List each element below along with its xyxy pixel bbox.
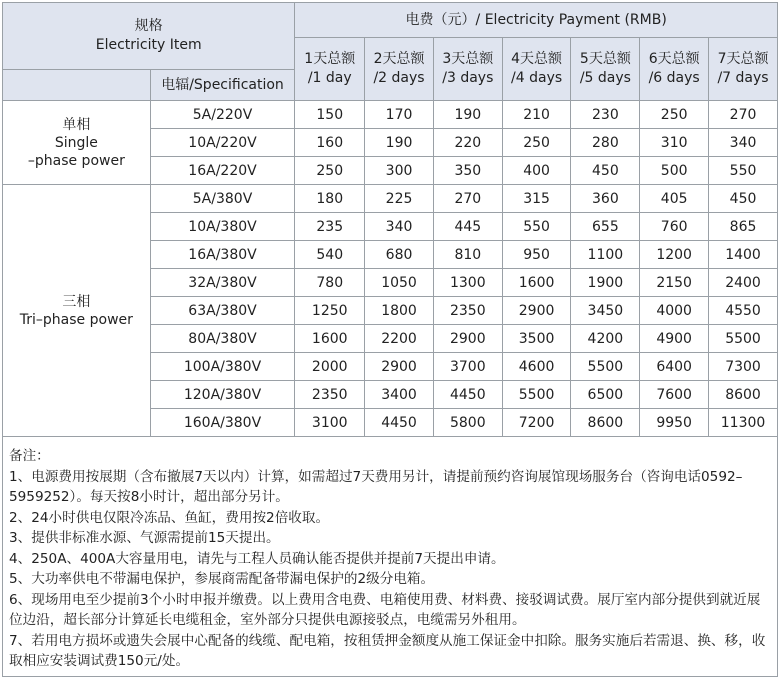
day-header-6 bbox=[640, 38, 709, 101]
day-header-2 bbox=[365, 38, 434, 101]
fee-cell: 190 bbox=[365, 129, 434, 157]
fee-cell: 4550 bbox=[709, 297, 778, 325]
fee-cell: 1100 bbox=[571, 241, 640, 269]
spec-cell: 16A/220V bbox=[150, 157, 295, 185]
fee-cell: 405 bbox=[640, 185, 709, 213]
fee-cell: 6500 bbox=[571, 381, 640, 409]
fee-cell: 5500 bbox=[709, 325, 778, 353]
note-item: 5、大功率供电不带漏电保护，参展商需配备带漏电保护的2级分电箱。 bbox=[9, 571, 435, 587]
electricity-fee-table bbox=[2, 2, 778, 437]
fee-cell: 2400 bbox=[709, 269, 778, 297]
fee-cell: 865 bbox=[709, 213, 778, 241]
fee-cell: 1250 bbox=[295, 297, 365, 325]
note-item: 4、250A、400A大容量用电，请先与工程人员确认能否提供并提前7天提出申请。 bbox=[9, 550, 505, 567]
note-item: 7、若用电方损坏或遗失会展中心配备的线缆、配电箱，按租赁押金额度从施工保证金中扣除。服务实施后若需退、换、移，收取相应安装调试费150元/处。 bbox=[9, 632, 766, 669]
fee-cell: 250 bbox=[295, 157, 365, 185]
item-header-cn: 规格 bbox=[134, 18, 163, 34]
spec-cell: 16A/380V bbox=[150, 241, 295, 269]
fee-cell: 2900 bbox=[365, 353, 434, 381]
phase-label-en1: Tri–phase power bbox=[19, 311, 133, 328]
fee-cell: 3400 bbox=[365, 381, 434, 409]
spec-cell: 10A/220V bbox=[150, 129, 295, 157]
day-header-cn: 6天总额 bbox=[648, 51, 700, 67]
note-item: 1、电源费用按展期（含布撤展7天以内）计算，如需超过7天费用另计，请提前预约咨询展馆现场服务台（咨询电话0592–5959252）。每天按8小时计，超出部分另计。 bbox=[9, 468, 743, 505]
fee-cell: 760 bbox=[640, 213, 709, 241]
fee-cell: 500 bbox=[640, 157, 709, 185]
fee-cell: 210 bbox=[502, 101, 571, 129]
fee-cell: 11300 bbox=[709, 409, 778, 437]
fee-cell: 350 bbox=[433, 157, 502, 185]
notes-box bbox=[2, 437, 778, 677]
phase-group-label bbox=[3, 185, 151, 437]
fee-cell: 4900 bbox=[640, 325, 709, 353]
fee-cell: 360 bbox=[571, 185, 640, 213]
fee-cell: 2200 bbox=[365, 325, 434, 353]
day-header-cn: 3天总额 bbox=[442, 51, 494, 67]
notes-title: 备注： bbox=[9, 448, 50, 464]
spec-header-blank bbox=[3, 70, 151, 101]
table-row bbox=[3, 101, 778, 129]
day-header-cn: 2天总额 bbox=[373, 51, 425, 67]
day-header-cn: 1天总额 bbox=[304, 51, 356, 67]
day-header-en: /5 days bbox=[579, 70, 631, 86]
fee-cell: 950 bbox=[502, 241, 571, 269]
spec-cell: 80A/380V bbox=[150, 325, 295, 353]
fee-cell: 340 bbox=[709, 129, 778, 157]
fee-cell: 7300 bbox=[709, 353, 778, 381]
electricity-item-header bbox=[3, 3, 295, 70]
fee-cell: 1800 bbox=[365, 297, 434, 325]
fee-cell: 270 bbox=[433, 185, 502, 213]
fee-cell: 400 bbox=[502, 157, 571, 185]
fee-cell: 220 bbox=[433, 129, 502, 157]
spec-cell: 100A/380V bbox=[150, 353, 295, 381]
item-header-en: Electricity Item bbox=[95, 37, 202, 53]
fee-cell: 3100 bbox=[295, 409, 365, 437]
day-header-cn: 7天总额 bbox=[717, 51, 769, 67]
fee-cell: 270 bbox=[709, 101, 778, 129]
spec-cell: 5A/380V bbox=[150, 185, 295, 213]
notes-list bbox=[9, 467, 771, 672]
fee-cell: 340 bbox=[365, 213, 434, 241]
fee-cell: 3700 bbox=[433, 353, 502, 381]
fee-cell: 1900 bbox=[571, 269, 640, 297]
day-header-5 bbox=[571, 38, 640, 101]
electricity-fee-sheet bbox=[2, 2, 778, 677]
day-header-en: /4 days bbox=[511, 70, 563, 86]
fee-cell: 1400 bbox=[709, 241, 778, 269]
fee-cell: 2900 bbox=[502, 297, 571, 325]
fee-cell: 655 bbox=[571, 213, 640, 241]
fee-cell: 2350 bbox=[295, 381, 365, 409]
note-item: 2、24小时供电仅限冷冻品、鱼缸，费用按2倍收取。 bbox=[9, 509, 330, 526]
fee-cell: 180 bbox=[295, 185, 365, 213]
fee-cell: 5500 bbox=[502, 381, 571, 409]
fee-cell: 4000 bbox=[640, 297, 709, 325]
day-header-cn: 4天总额 bbox=[511, 51, 563, 67]
fee-cell: 810 bbox=[433, 241, 502, 269]
fee-cell: 2350 bbox=[433, 297, 502, 325]
phase-group-label bbox=[3, 101, 151, 185]
phase-label-en1: Single bbox=[54, 134, 98, 151]
fee-cell: 1600 bbox=[295, 325, 365, 353]
fee-cell: 8600 bbox=[709, 381, 778, 409]
fee-cell: 1200 bbox=[640, 241, 709, 269]
fee-cell: 310 bbox=[640, 129, 709, 157]
note-item: 3、提供非标准水源、气源需提前15天提出。 bbox=[9, 530, 280, 546]
fee-cell: 160 bbox=[295, 129, 365, 157]
fee-cell: 225 bbox=[365, 185, 434, 213]
fee-cell: 1300 bbox=[433, 269, 502, 297]
day-header-en: /7 days bbox=[717, 70, 769, 86]
specification-header: 电辐/Specification bbox=[150, 70, 295, 101]
fee-cell: 550 bbox=[709, 157, 778, 185]
spec-cell: 32A/380V bbox=[150, 269, 295, 297]
fee-cell: 170 bbox=[365, 101, 434, 129]
fee-cell: 230 bbox=[571, 101, 640, 129]
spec-cell: 120A/380V bbox=[150, 381, 295, 409]
day-header-en: /6 days bbox=[648, 70, 700, 86]
fee-cell: 300 bbox=[365, 157, 434, 185]
fee-cell: 190 bbox=[433, 101, 502, 129]
fee-cell: 9950 bbox=[640, 409, 709, 437]
fee-cell: 5500 bbox=[571, 353, 640, 381]
fee-cell: 280 bbox=[571, 129, 640, 157]
day-header-en: /1 day bbox=[307, 70, 352, 86]
fee-cell: 6400 bbox=[640, 353, 709, 381]
day-header-cn: 5天总额 bbox=[579, 51, 631, 67]
fee-cell: 2000 bbox=[295, 353, 365, 381]
fee-cell: 7200 bbox=[502, 409, 571, 437]
spec-cell: 63A/380V bbox=[150, 297, 295, 325]
day-header-3 bbox=[433, 38, 502, 101]
fee-cell: 250 bbox=[640, 101, 709, 129]
phase-label-en2: –phase power bbox=[27, 152, 125, 169]
fee-cell: 450 bbox=[571, 157, 640, 185]
fee-cell: 450 bbox=[709, 185, 778, 213]
fee-cell: 3500 bbox=[502, 325, 571, 353]
fee-cell: 315 bbox=[502, 185, 571, 213]
spec-cell: 5A/220V bbox=[150, 101, 295, 129]
fee-cell: 3450 bbox=[571, 297, 640, 325]
phase-label-cn: 三相 bbox=[62, 293, 91, 310]
note-item: 6、现场用电至少提前3个小时申报并缴费。以上费用含电费、电箱使用费、材料费、接驳调试费。展厅室内部分提供到就近展位边沿，超长部分计算延长电缆租金，室外部分只提供电源接驳点，电缆需另外租用。 bbox=[9, 591, 761, 628]
fee-table-body bbox=[3, 101, 778, 437]
fee-cell: 250 bbox=[502, 129, 571, 157]
day-header-7 bbox=[709, 38, 778, 101]
fee-cell: 4600 bbox=[502, 353, 571, 381]
spec-cell: 160A/380V bbox=[150, 409, 295, 437]
payment-header: 电费（元）/ Electricity Payment (RMB) bbox=[295, 3, 778, 38]
fee-cell: 7600 bbox=[640, 381, 709, 409]
table-row bbox=[3, 185, 778, 213]
fee-cell: 150 bbox=[295, 101, 365, 129]
fee-cell: 2150 bbox=[640, 269, 709, 297]
day-header-en: /2 days bbox=[373, 70, 425, 86]
spec-cell: 10A/380V bbox=[150, 213, 295, 241]
day-header-en: /3 days bbox=[442, 70, 494, 86]
fee-cell: 5800 bbox=[433, 409, 502, 437]
fee-cell: 680 bbox=[365, 241, 434, 269]
fee-cell: 445 bbox=[433, 213, 502, 241]
fee-cell: 540 bbox=[295, 241, 365, 269]
fee-cell: 235 bbox=[295, 213, 365, 241]
fee-cell: 4450 bbox=[365, 409, 434, 437]
fee-cell: 2900 bbox=[433, 325, 502, 353]
phase-label-cn: 单相 bbox=[62, 116, 91, 133]
fee-cell: 4200 bbox=[571, 325, 640, 353]
fee-cell: 1050 bbox=[365, 269, 434, 297]
fee-cell: 780 bbox=[295, 269, 365, 297]
fee-cell: 1600 bbox=[502, 269, 571, 297]
fee-cell: 8600 bbox=[571, 409, 640, 437]
day-header-1 bbox=[295, 38, 365, 101]
fee-cell: 4450 bbox=[433, 381, 502, 409]
fee-cell: 550 bbox=[502, 213, 571, 241]
day-header-4 bbox=[502, 38, 571, 101]
